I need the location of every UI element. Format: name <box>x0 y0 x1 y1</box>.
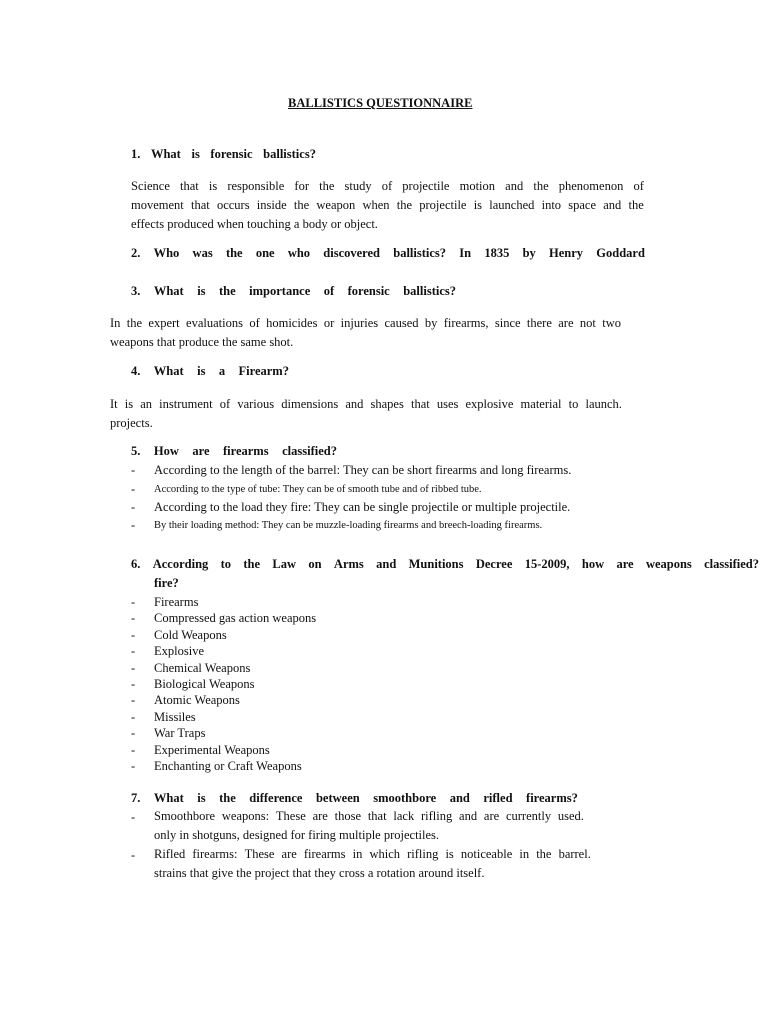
document-title: BALLISTICS QUESTIONNAIRE <box>288 96 473 110</box>
word: are <box>312 809 328 823</box>
heading-word: How <box>153 444 179 458</box>
word: by <box>424 316 438 330</box>
heading-word: classified? <box>282 444 337 458</box>
question-5-heading <box>131 444 337 459</box>
heading-word: was <box>192 246 213 260</box>
answer-7-item-2 <box>154 845 591 883</box>
word: homicides <box>266 316 318 330</box>
word: In <box>110 316 121 330</box>
bullet-marker: - <box>131 677 136 691</box>
answer-1 <box>131 177 644 234</box>
heading-word: Arms <box>333 557 364 571</box>
word: dimensions <box>281 397 339 411</box>
word: in <box>352 847 363 861</box>
heading-word: 6. <box>131 557 141 571</box>
heading-word: 4. <box>131 364 141 378</box>
answer-line <box>131 177 644 196</box>
list-item-text: Atomic Weapons <box>154 693 240 708</box>
word: Rifled <box>154 847 186 861</box>
heading-word: What <box>153 791 184 805</box>
answer-line <box>110 314 621 333</box>
word: study <box>344 179 372 193</box>
word: barrel. <box>558 847 591 861</box>
list-item-text: Experimental Weapons <box>154 742 270 757</box>
word: motion <box>459 179 496 193</box>
bullet-marker: - <box>131 482 136 496</box>
word: to <box>568 397 579 411</box>
word: that <box>367 809 387 823</box>
word: in <box>519 847 530 861</box>
answer-3 <box>110 314 621 352</box>
heading-word: are <box>616 557 634 571</box>
word: of <box>249 316 260 330</box>
word: of <box>633 179 644 193</box>
word: the <box>293 198 310 212</box>
heading-word: Henry <box>549 246 584 260</box>
heading-word: Munitions <box>408 557 464 571</box>
heading-word: forensic <box>210 147 253 161</box>
bullet-marker: - <box>131 759 136 773</box>
word: for <box>294 179 309 193</box>
heading-word: ballistics? <box>263 147 316 161</box>
word: rifling <box>421 809 453 823</box>
heading-word: a <box>218 364 226 378</box>
bullet-marker: - <box>131 848 136 862</box>
list-item-text: By their loading method: They can be muzzle-loading firearms and breech-loading firearms. <box>154 520 543 531</box>
list-item-text: Cold Weapons <box>154 627 227 642</box>
bullet-marker: - <box>131 660 136 675</box>
heading-word: difference <box>249 791 303 805</box>
heading-word: importance <box>249 284 311 298</box>
question-2-heading <box>131 246 645 261</box>
word: of <box>219 397 231 411</box>
answer-4 <box>110 395 622 433</box>
question-4-heading <box>131 364 289 379</box>
bullet-marker: - <box>131 693 136 708</box>
answer-line <box>110 395 622 414</box>
word: those <box>334 809 362 823</box>
word: is <box>445 847 454 861</box>
heading-word: is <box>191 147 200 161</box>
heading-word: Firearm? <box>238 364 289 378</box>
list-item-text: Compressed gas action weapons <box>154 611 317 626</box>
word: used. <box>557 809 584 823</box>
heading-word: 1835 <box>484 246 510 260</box>
answer-line <box>154 845 591 864</box>
bullet-marker: - <box>131 463 136 477</box>
word: material <box>520 397 562 411</box>
bullet-marker: - <box>131 726 136 741</box>
word: that <box>180 179 199 193</box>
word: or <box>323 316 335 330</box>
heading-word: to <box>220 557 232 571</box>
heading-word: smoothbore <box>373 791 437 805</box>
word: that <box>410 397 430 411</box>
heading-word: Decree <box>475 557 513 571</box>
word: firearms, <box>443 316 489 330</box>
word: and <box>505 179 524 193</box>
word: Science <box>131 179 170 193</box>
heading-word: 15-2009, <box>524 557 570 571</box>
word: caused <box>384 316 419 330</box>
heading-word: are <box>192 444 210 458</box>
word: into <box>541 198 562 212</box>
word: uses <box>436 397 459 411</box>
list-item-text: Chemical Weapons <box>154 660 251 675</box>
list-item-text: War Traps <box>154 726 206 741</box>
question-6-continuation: fire? <box>154 576 179 590</box>
answer-line: only in shotguns, designed for firing multiple projectiles. <box>154 828 440 842</box>
bullet-marker: - <box>131 518 136 532</box>
word: launch. <box>585 397 622 411</box>
word: the <box>319 179 335 193</box>
heading-word: the <box>243 557 261 571</box>
heading-word: In <box>459 246 472 260</box>
heading-word: is <box>197 364 206 378</box>
word: expert <box>148 316 180 330</box>
bullet-marker: - <box>131 709 136 724</box>
heading-word: Goddard <box>596 246 645 260</box>
word: shapes <box>370 397 404 411</box>
heading-word: Law <box>272 557 297 571</box>
word: is <box>208 179 218 193</box>
word: Smoothbore <box>154 809 216 823</box>
heading-word: between <box>315 791 360 805</box>
list-item-text: Missiles <box>154 709 196 724</box>
word: projectile <box>402 179 450 193</box>
heading-word: firearms? <box>526 791 578 805</box>
heading-word: and <box>449 791 470 805</box>
word: are <box>281 847 297 861</box>
heading-word: on <box>308 557 322 571</box>
heading-word: rifled <box>483 791 513 805</box>
word: projectile <box>419 198 467 212</box>
heading-word: how <box>581 557 605 571</box>
answer-7-item-1 <box>154 807 584 845</box>
word: not <box>579 316 596 330</box>
heading-word: the <box>219 284 236 298</box>
word: explosive <box>465 397 514 411</box>
word: various <box>237 397 275 411</box>
word: inside <box>256 198 287 212</box>
word: two <box>602 316 621 330</box>
bullet-marker: - <box>131 627 136 642</box>
list-item-text: According to the type of tube: They can be of smooth tube and of ribbed tube. <box>154 484 482 495</box>
heading-word: classified? <box>704 557 759 571</box>
word: there <box>526 316 552 330</box>
word: the <box>396 198 413 212</box>
bullet-marker: - <box>131 595 136 609</box>
list-item-text: Explosive <box>154 644 204 659</box>
heading-word: firearms <box>223 444 269 458</box>
list-item-text: According to the length of the barrel: They can be short firearms and long firearms. <box>154 463 572 477</box>
word: These <box>244 847 275 861</box>
word: space <box>568 198 597 212</box>
word: and <box>345 397 364 411</box>
bullet-marker: - <box>131 742 136 757</box>
heading-word: 7. <box>131 791 141 805</box>
heading-word: who <box>287 246 311 260</box>
word: and <box>459 809 478 823</box>
word: launched <box>489 198 535 212</box>
word: weapon <box>316 198 356 212</box>
word: are <box>483 809 500 823</box>
bullet-marker: - <box>131 810 136 824</box>
word: responsible <box>227 179 285 193</box>
heading-word: 2. <box>131 246 141 260</box>
word: It <box>110 397 118 411</box>
word: is <box>124 397 134 411</box>
heading-word: one <box>255 246 275 260</box>
heading-word: weapons <box>645 557 692 571</box>
word: instrument <box>159 397 213 411</box>
answer-line: projects. <box>110 416 153 430</box>
heading-word: is <box>197 791 206 805</box>
bullet-marker: - <box>131 611 136 626</box>
word: of <box>381 179 393 193</box>
heading-word: 3. <box>131 284 141 298</box>
heading-word: and <box>376 557 397 571</box>
word: that <box>190 198 210 212</box>
answer-line: weapons that produce the same shot. <box>110 335 294 349</box>
word: which <box>369 847 401 861</box>
heading-word: What <box>153 284 184 298</box>
list-item-text: Enchanting or Craft Weapons <box>154 759 302 773</box>
word: These <box>275 809 306 823</box>
heading-word: ballistics? <box>393 246 447 260</box>
heading-word: the <box>219 791 236 805</box>
word: phenomenon <box>558 179 624 193</box>
list-item-text: Biological Weapons <box>154 677 255 691</box>
word: weapons: <box>221 809 270 823</box>
word: the <box>536 847 552 861</box>
word: firearms <box>303 847 346 861</box>
answer-line: effects produced when touching a body or object. <box>131 217 378 231</box>
heading-word: 5. <box>131 444 141 458</box>
heading-word: According <box>152 557 209 571</box>
list-item-text: Firearms <box>154 595 199 609</box>
word: occurs <box>216 198 250 212</box>
word: the <box>628 198 644 212</box>
question-6-heading <box>131 557 759 572</box>
answer-line: strains that give the project that they cross a rotation around itself. <box>154 866 485 880</box>
heading-word: of <box>323 284 335 298</box>
word: is <box>473 198 483 212</box>
word: since <box>494 316 521 330</box>
answer-line <box>131 196 644 215</box>
question-1-heading <box>131 147 316 162</box>
word: noticeable <box>460 847 513 861</box>
word: injuries <box>340 316 379 330</box>
word: and <box>603 198 622 212</box>
bullet-marker: - <box>131 500 136 514</box>
heading-word: What <box>153 364 184 378</box>
word: rifling <box>407 847 439 861</box>
heading-word: What <box>150 147 181 161</box>
heading-word: 1. <box>131 147 141 161</box>
word: movement <box>131 198 184 212</box>
heading-word: is <box>197 284 206 298</box>
question-3-heading <box>131 284 456 299</box>
word: when <box>362 198 390 212</box>
list-item-text: According to the load they fire: They can be single projectile or multiple projectile. <box>154 500 571 514</box>
word: an <box>140 397 153 411</box>
question-7-heading <box>131 791 578 806</box>
word: the <box>533 179 549 193</box>
word: the <box>126 316 143 330</box>
answer-line <box>154 807 584 826</box>
heading-word: forensic <box>347 284 390 298</box>
word: lack <box>393 809 415 823</box>
bullet-marker: - <box>131 644 136 659</box>
heading-word: by <box>522 246 536 260</box>
heading-word: the <box>225 246 243 260</box>
heading-word: discovered <box>323 246 381 260</box>
word: firearms: <box>192 847 238 861</box>
word: currently <box>505 809 552 823</box>
heading-word: Who <box>153 246 180 260</box>
word: evaluations <box>186 316 243 330</box>
heading-word: ballistics? <box>403 284 456 298</box>
word: are <box>558 316 574 330</box>
